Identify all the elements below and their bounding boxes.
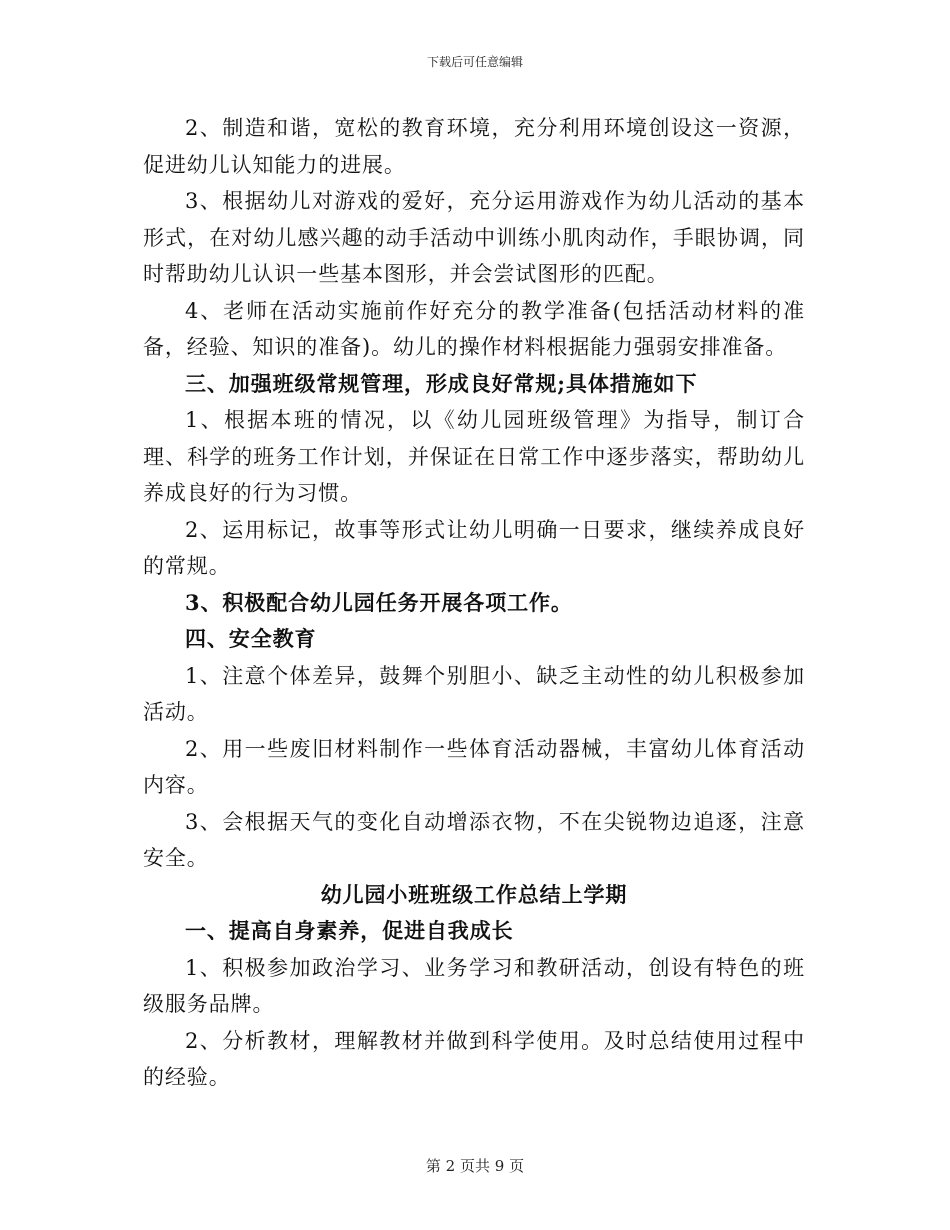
paragraph: 1、注意个体差异，鼓舞个别胆小、缺乏主动性的幼儿积极参加活动。	[143, 663, 805, 724]
section-heading: 一、提高自身素养，促进自我成长	[185, 918, 514, 943]
paragraph: 2、用一些废旧材料制作一些体育活动器械，丰富幼儿体育活动内容。	[143, 736, 805, 797]
section-heading: 四、安全教育	[185, 626, 317, 651]
paragraph: 1、根据本班的情况，以《幼儿园班级管理》为指导，制订合理、科学的班务工作计划，并保证在日常工作中逐步落实，帮助幼儿养成良好的行为习惯。	[143, 408, 805, 505]
document-body	[143, 110, 805, 1096]
paragraph: 2、分析教材，理解教材并做到科学使用。及时总结使用过程中的经验。	[143, 1028, 805, 1089]
paragraph: 3、会根据天气的变化自动增添衣物，不在尖锐物边追逐，注意安全。	[143, 809, 805, 870]
page-header: 下载后可任意编辑	[426, 55, 523, 69]
section-heading: 三、加强班级常规管理，形成良好常规;具体措施如下	[185, 370, 698, 396]
paragraph: 4、老师在活动实施前作好充分的教学准备(包括活动材料的准备，经验、知识的准备)。幼儿的操作材料根据能力强弱安排准备。	[143, 298, 805, 359]
document-title: 幼儿园小班班级工作总结上学期	[320, 881, 628, 907]
paragraph: 2、运用标记，故事等形式让幼儿明确一日要求，继续养成良好的常规。	[143, 517, 805, 578]
paragraph: 1、积极参加政治学习、业务学习和教研活动，创设有特色的班级服务品牌。	[143, 955, 805, 1016]
page-footer: 第 2 页共 9 页	[425, 1157, 525, 1175]
paragraph: 3、根据幼儿对游戏的爱好，充分运用游戏作为幼儿活动的基本形式，在对幼儿感兴趣的动手活动中训练小肌肉动作，手眼协调，同时帮助幼儿认识一些基本图形，并会尝试图形的匹配。	[143, 189, 805, 286]
paragraph: 2、制造和谐，宽松的教育环境，充分利用环境创设这一资源，促进幼儿认知能力的进展。	[143, 116, 805, 177]
bold-paragraph: 3、积极配合幼儿园任务开展各项工作。	[185, 589, 573, 615]
